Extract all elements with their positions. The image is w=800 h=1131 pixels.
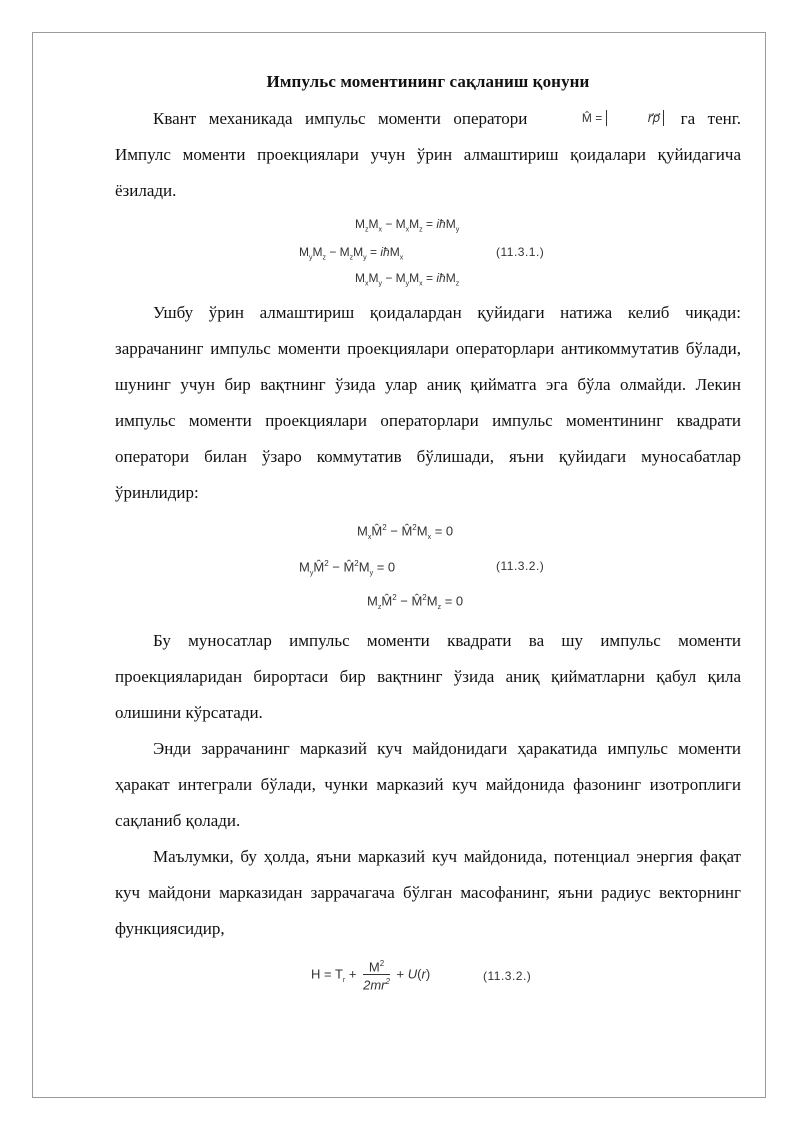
paragraph-1-end: га тенг. Импулс моменти проекциялари учун ўрин алмаштириш қоидалари қуйидагича ёзилади.: [115, 109, 742, 200]
page-title: Импульс моментининг сақланиш қонуни: [266, 72, 590, 91]
equation-1b: $M_yM_z - M_zM_y$ = iħM$_x$: [299, 245, 404, 262]
equation-block-2: [115, 511, 741, 623]
paragraph-5: Маълумки, бу ҳолда, яъни марказий куч майдонида, потенциал энергия фақат куч майдони марказидан заррачагача бўлган масофанинг, яъни радиус векторнинг функциясидир,: [115, 847, 741, 938]
paragraph-3: Бу муносатлар импульс моменти квадрати ва шу импульс моменти проекцияларидан бирортаси бир вақтнинг ўзида аниқ қийматларни қабул қила олишини кўрсатади.: [115, 631, 741, 722]
paragraph-2: Ушбу ўрин алмаштириш қоидалардан қуйидаги натижа келиб чиқади: заррачанинг импульс моменти проекциялари операторлари антикоммутатив бўлади, шунинг учун бир вақтнинг ўзида улар аниқ қийматга эга бўла олмайди. Лекин импульс моменти проекциялари операторлари импульс моментининг квадрати оператори билан ўзаро коммутатив бўлишади, яъни қуйидаги муносабатлар ўринлидир:: [115, 303, 741, 502]
equation-block-3: [115, 947, 741, 1007]
hamiltonian-equation: $H = T_r$ + $\frac{M^2}{2mr^2}$ + U(r): [311, 959, 431, 993]
equation-block-1: [115, 209, 741, 295]
equation-number-1: (11.3.1.): [496, 245, 545, 259]
equation-2a: $M_xM̂^2$ − $M̂^2M_x = 0$: [357, 523, 454, 541]
equation-number-2: (11.3.2.): [496, 559, 545, 573]
equation-2c: $M_zM̂^2$ − $M̂^2M_z = 0$: [367, 593, 464, 611]
equation-1c: $M_xM_y - M_yM_x$ = iħM$_z$: [355, 271, 460, 288]
equation-2b: $M_yM̂^2$ − $M̂^2M_y = 0$: [299, 559, 396, 577]
equation-1a: $M_zM_x - M_xM_z$ = iħM$_y$: [355, 217, 460, 234]
paragraph-4: Энди заррачанинг марказий куч майдонидаги ҳаракатида импульс моменти ҳаракат интеграли бўлади, чунки марказий куч майдонида фазонинг изотроплиги сақланиб қолади.: [115, 739, 741, 830]
operator-formula: M̂ = r⃗p⃗: [544, 100, 664, 136]
fraction: $\frac{M^2}{2mr^2}$: [363, 959, 390, 993]
document-body: [115, 72, 741, 1007]
paragraph-1: [115, 100, 741, 209]
paragraph-1-start: Квант механикада импульс моменти оператори: [153, 109, 528, 128]
equation-number-3: (11.3.2.): [483, 969, 532, 983]
